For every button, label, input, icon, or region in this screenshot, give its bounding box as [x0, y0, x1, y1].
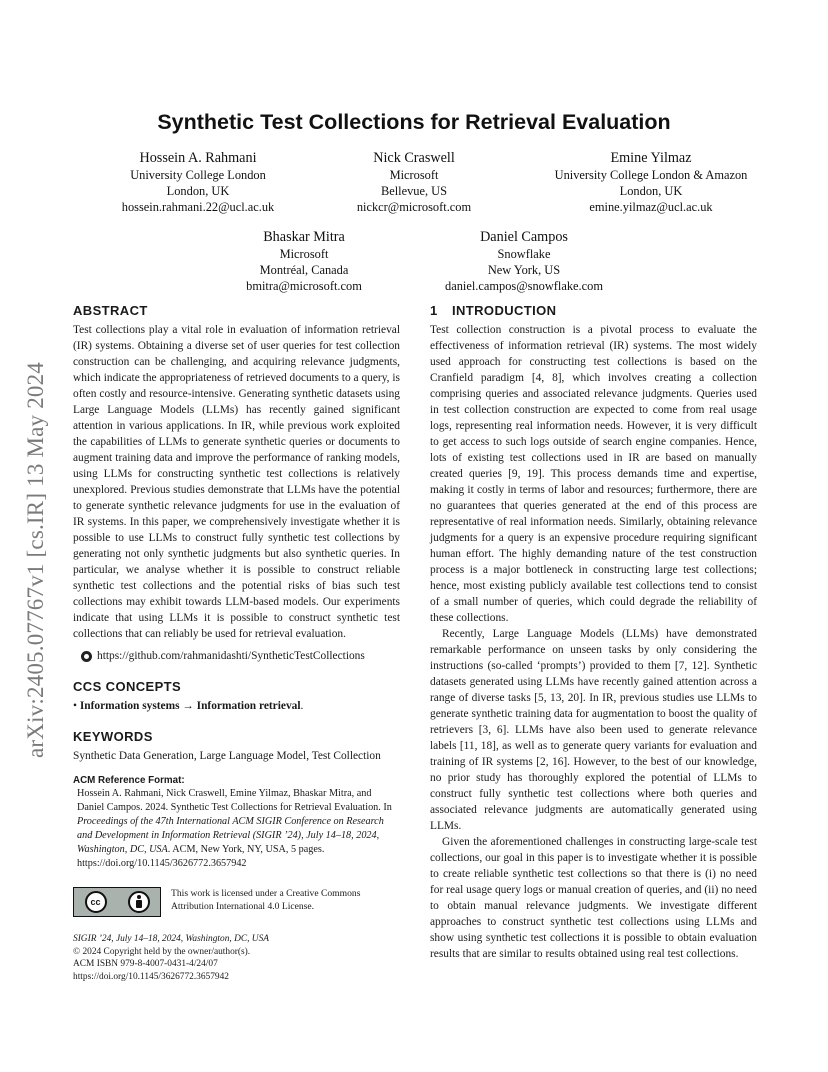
conference-info: [73, 933, 400, 983]
author-block: [304, 149, 524, 215]
author-block: [514, 149, 788, 215]
left-column: [73, 302, 400, 983]
ccs-concepts: [73, 698, 400, 714]
attribution-icon: [128, 891, 150, 913]
creative-commons-badge: [73, 887, 161, 917]
right-column: [430, 302, 757, 962]
author-block: [194, 228, 414, 294]
ccs-concept: Information systems: [79, 700, 180, 712]
conference-venue: SIGIR ’24, July 14–18, 2024, Washington, DC, USA: [73, 934, 269, 944]
author-location: Bellevue, US: [380, 184, 448, 198]
license-text: This work is licensed under a Creative Commons Attribution International 4.0 License.: [171, 888, 361, 912]
github-icon: [81, 651, 92, 662]
introduction-paragraph: Recently, Large Language Models (LLMs) have demonstrated remarkable performance on unseen tasks by only considering the instructions (so-called ‘prompts’) provided to them [7, 12]. Synthetic datasets generated using LLMs have recently gained attention across a range of diverse tasks [5, 13, 20]. In IR, previous studies use LLMs to generate synthetic training data for augmentation to boost the quality of retrievers [3, 6]. LLMs have also been used to generate relevance labels [11, 18], as well as to generate query variants for evaluation and training of IR systems [2, 16]. However, to the best of our knowledge, no prior study has thoroughly explored the potential of LLMs to construct fully synthetic test collections where both queries and associated relevance judgments are automatically generated using LLMs.: [430, 628, 757, 832]
ccs-heading: CCS CONCEPTS: [73, 679, 182, 694]
author-name: Nick Craswell: [373, 150, 455, 166]
author-location: London, UK: [619, 184, 683, 198]
author-location: Montréal, Canada: [259, 263, 349, 277]
author-location: London, UK: [166, 184, 230, 198]
author-email: bmitra@microsoft.com: [246, 279, 362, 293]
license-block: [73, 887, 400, 917]
introduction-paragraph: Test collection construction is a pivotal process to evaluate the effectiveness of information retrieval (IR) systems. The most widely used approach for constructing test collections is based on the Cranfield paradigm [4, 8], which involves creating a collection comprising queries and associated relevance judgments. Queries used in test collection construction are expected to come from real usage logs, representing real information needs. However, it is very difficult to get access to such logs outside of search engine companies. Hence, lots of existing test collections used in IR are based on manually created queries [9, 19]. This process demands time and expertise, making it costly in terms of labor and resources; furthermore, there are no guarantees that queries generated at the end of this process are representative of real information needs. Similarly, obtaining relevance judgments for a query is an expensive procedure requiring significant human effort. The highly demanding nature of the test construction process is a major bottleneck in constructing large test collections; hence, most existing publicly available test collections tend to consist of a small number of queries, which could degrade the reliability of these collections.: [430, 324, 757, 624]
abstract-text: Test collections play a vital role in evaluation of information retrieval (IR) systems. Obtaining a diverse set of user queries for test collection construction can be challenging, and acquiring relevance judgments, which indicate the appropriateness of retrieved documents to a query, is often costly and resource-intensive. Generating synthetic datasets using Large Language Models (LLMs) has recently gained significant attention in various applications. In IR, while previous work exploited the capabilities of LLMs to generate synthetic queries or documents to augment training data and improve the performance of ranking models, using LLMs for constructing synthetic test collections is relatively unexplored. Previous studies demonstrate that LLMs have the potential to generate synthetic relevance judgments for use in the evaluation of IR systems. In this paper, we comprehensively investigate whether it is possible to use LLMs to construct fully synthetic test collections by generating not only synthetic judgments but also synthetic queries. In particular, we analyse whether it is possible to construct reliable synthetic test collections and the potential risks of bias such test collections may exhibit towards LLM-based models. Our experiments indicate that using LLMs it is possible to construct synthetic test collections that can reliably be used for retrieval evaluation.: [73, 324, 400, 640]
author-block: [414, 228, 634, 294]
arxiv-identifier: arXiv:2405.07767v1 [cs.IR] 13 May 2024: [23, 362, 48, 758]
keywords-text: Synthetic Data Generation, Large Language Model, Test Collection: [73, 750, 381, 762]
reference-format-heading: ACM Reference Format:: [73, 775, 185, 786]
repository-url[interactable]: https://github.com/rahmanidashti/SyntheticTestCollections: [97, 650, 365, 662]
keywords-heading: KEYWORDS: [73, 729, 153, 744]
author-email: emine.yilmaz@ucl.ac.uk: [589, 200, 713, 214]
author-name: Daniel Campos: [480, 229, 568, 245]
reference-authors: Hossein A. Rahmani, Nick Craswell, Emine Yilmaz, Bhaskar Mitra, and Daniel Campos. 2024. Synthetic Test Collections for Retrieval Evaluation. In: [77, 788, 392, 813]
reference-proceedings: Proceedings of the 47th International ACM SIGIR Conference on Research and Development in Information Retrieval (SIGIR ’24), July 14–18, 2024, Washington, DC, USA: [77, 816, 384, 855]
reference-format-text: [73, 787, 400, 871]
copyright: © 2024 Copyright held by the owner/author(s).: [73, 946, 251, 957]
ccs-concept: Information retrieval: [196, 700, 301, 712]
punctuation: .: [300, 700, 304, 712]
author-name: Bhaskar Mitra: [263, 229, 345, 245]
introduction-paragraph: Given the aforementioned challenges in constructing large-scale test collections, our goal in this paper is to investigate whether it is possible to create reliable synthetic test collections so that there is (i) no need for real usage query logs or manual creation of queries, and (ii) no need to obtain manual relevance judgments. We investigate different approaches to construct synthetic test collections using LLMs and show using synthetic test collections it is possible to obtain evaluation results that are similar to results obtained using real test collections.: [430, 836, 757, 960]
arrow-icon: →: [182, 700, 194, 712]
author-email: hossein.rahmani.22@ucl.ac.uk: [121, 200, 275, 214]
introduction-heading: [430, 302, 757, 320]
author-affiliation: Microsoft: [279, 247, 329, 261]
author-email: nickcr@microsoft.com: [356, 200, 472, 214]
author-affiliation: University College London: [130, 168, 266, 182]
author-location: New York, US: [487, 263, 561, 277]
author-email: daniel.campos@snowflake.com: [445, 279, 603, 293]
section-title: INTRODUCTION: [452, 303, 557, 318]
abstract-heading: ABSTRACT: [73, 303, 148, 318]
author-name: Emine Yilmaz: [610, 150, 692, 166]
reference-tail: . ACM, New York, NY, USA, 5 pages. https://doi.org/10.1145/3626772.3657942: [77, 844, 325, 869]
cc-icon: cc: [85, 891, 107, 913]
isbn: ACM ISBN 979-8-4007-0431-4/24/07: [73, 959, 218, 969]
repository-link[interactable]: [81, 648, 400, 664]
author-name: Hossein A. Rahmani: [139, 150, 257, 166]
doi: https://doi.org/10.1145/3626772.3657942: [73, 971, 229, 982]
author-affiliation: University College London & Amazon: [554, 168, 748, 182]
section-number: 1: [430, 303, 438, 318]
bullet: •: [73, 700, 77, 712]
author-affiliation: Microsoft: [389, 168, 439, 182]
author-affiliation: Snowflake: [497, 247, 551, 261]
author-block: [88, 149, 308, 215]
paper-title: Synthetic Test Collections for Retrieval Evaluation: [157, 110, 671, 134]
